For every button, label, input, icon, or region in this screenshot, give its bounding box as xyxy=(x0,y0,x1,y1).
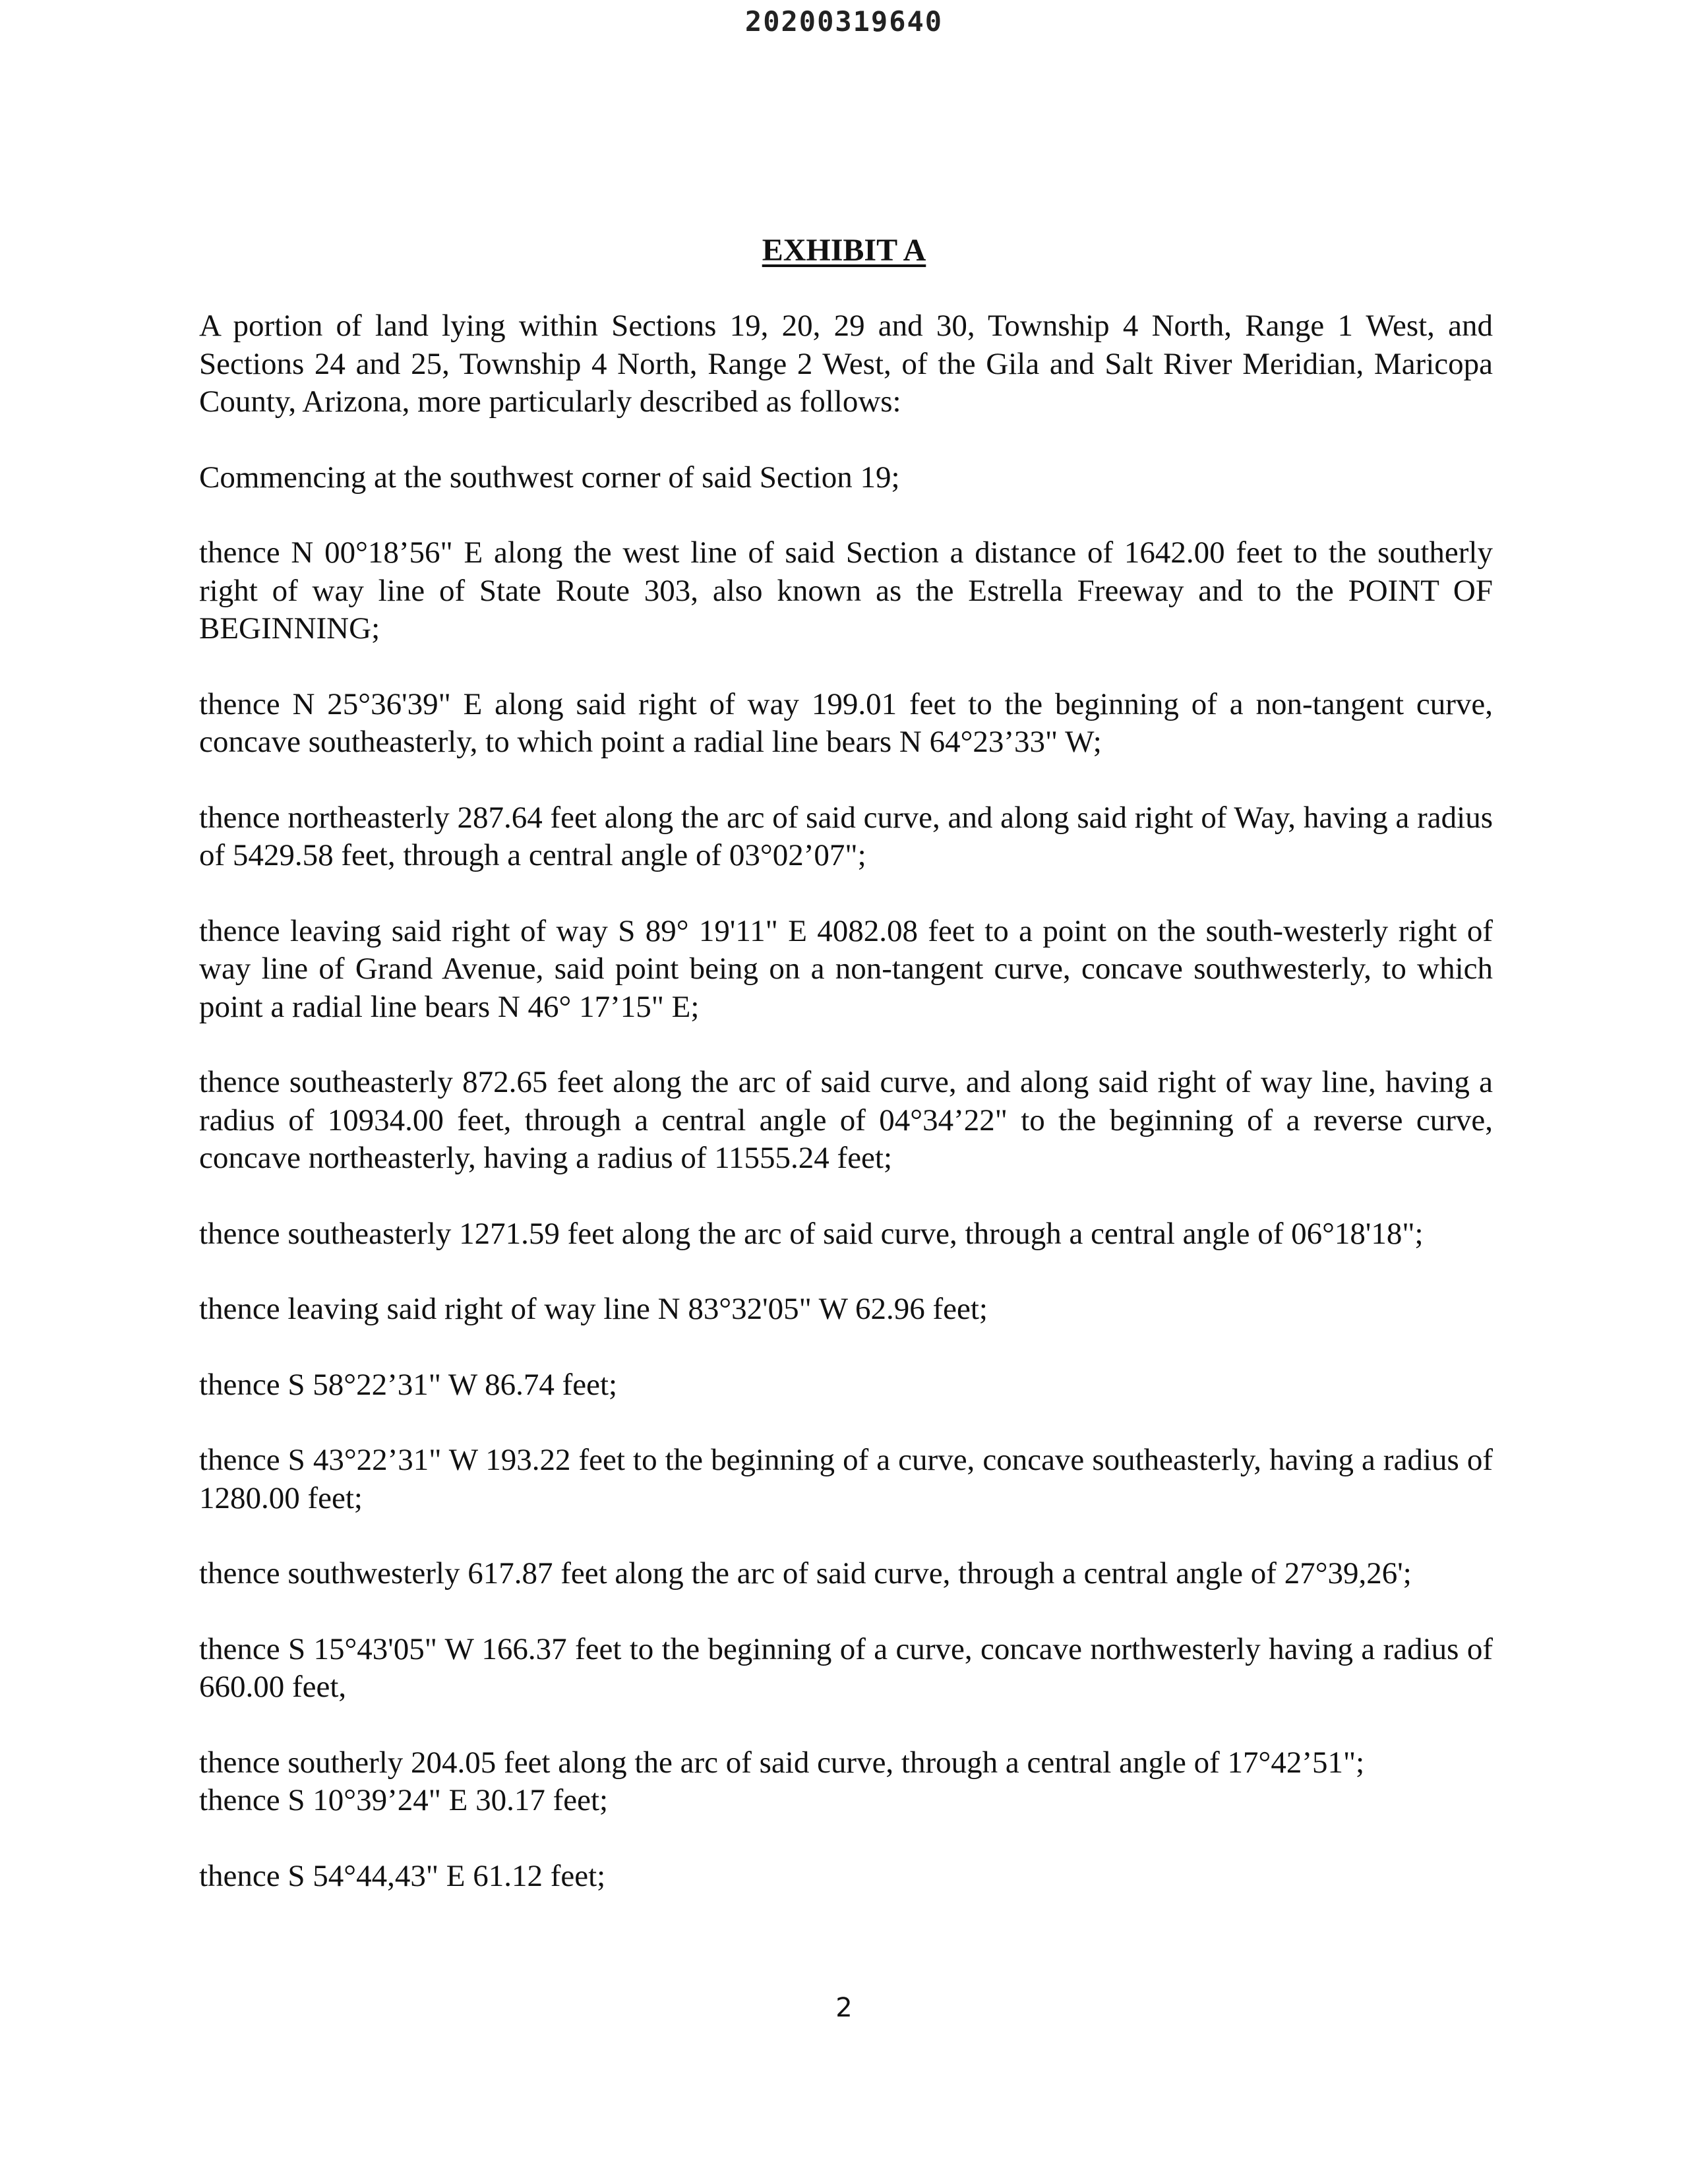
legal-description xyxy=(199,307,1493,1933)
page-number: 2 xyxy=(835,1993,853,2023)
paragraph-course: thence S 58°22’31" W 86.74 feet; xyxy=(199,1367,618,1402)
paragraph-course: thence southerly 204.05 feet along the arc of said curve, through a central angle of 17°42’51"; xyxy=(199,1745,1365,1780)
paragraph-course: thence southeasterly 1271.59 feet along the arc of said curve, through a central angle of 06°18'18"; xyxy=(199,1216,1424,1251)
paragraph-course: thence S 43°22’31" W 193.22 feet to the beginning of a curve, concave southeasterly, having a radius of 1280.00 feet; xyxy=(199,1443,1493,1515)
paragraph-course: thence leaving said right of way S 89° 19'11" E 4082.08 feet to a point on the south-westerly right of way line of Grand Avenue, said point being on a non-tangent curve, concave southwesterly, to which point a radial line bears N 46° 17’15" E; xyxy=(199,913,1493,1024)
recording-number: 20200319640 xyxy=(744,5,944,38)
paragraph-course: thence leaving said right of way line N 83°32'05" W 62.96 feet; xyxy=(199,1292,988,1326)
paragraph-intro: A portion of land lying within Sections 19, 20, 29 and 30, Township 4 North, Range 1 West, and Sections 24 and 25, Township 4 North, Range 2 West, of the Gila and Salt River Meridian, Maricopa County, Arizona, more particularly described as follows: xyxy=(199,309,1493,419)
paragraph-course: thence northeasterly 287.64 feet along the arc of said curve, and along said right of Way, having a radius of 5429.58 feet, through a central angle of 03°02’07"; xyxy=(199,800,1493,872)
paragraph-course: thence N 00°18’56" E along the west line of said Section a distance of 1642.00 feet to the southerly right of way line of State Route 303, also known as the Estrella Freeway and to the POINT OF BEGINNING; xyxy=(199,535,1493,646)
paragraph-course: thence S 54°44,43" E 61.12 feet; xyxy=(199,1858,606,1893)
paragraph-course: thence southwesterly 617.87 feet along the arc of said curve, through a central angle of 27°39,26'; xyxy=(199,1556,1412,1591)
paragraph-commencing: Commencing at the southwest corner of said Section 19; xyxy=(199,460,900,495)
paragraph-course: thence S 15°43'05" W 166.37 feet to the beginning of a curve, concave northwesterly having a radius of 660.00 feet, xyxy=(199,1631,1493,1704)
paragraph-course: thence N 25°36'39" E along said right of way 199.01 feet to the beginning of a non-tangent curve, concave southeasterly, to which point a radial line bears N 64°23’33" W; xyxy=(199,686,1493,759)
paragraph-course: thence S 10°39’24" E 30.17 feet; xyxy=(199,1783,609,1817)
exhibit-title: EXHIBIT A xyxy=(762,233,926,268)
paragraph-course: thence southeasterly 872.65 feet along the arc of said curve, and along said right of way line, having a radius of 10934.00 feet, through a central angle of 04°34’22" to the beginning of a reverse curve, concave northeasterly, having a radius of 11555.24 feet; xyxy=(199,1065,1493,1175)
